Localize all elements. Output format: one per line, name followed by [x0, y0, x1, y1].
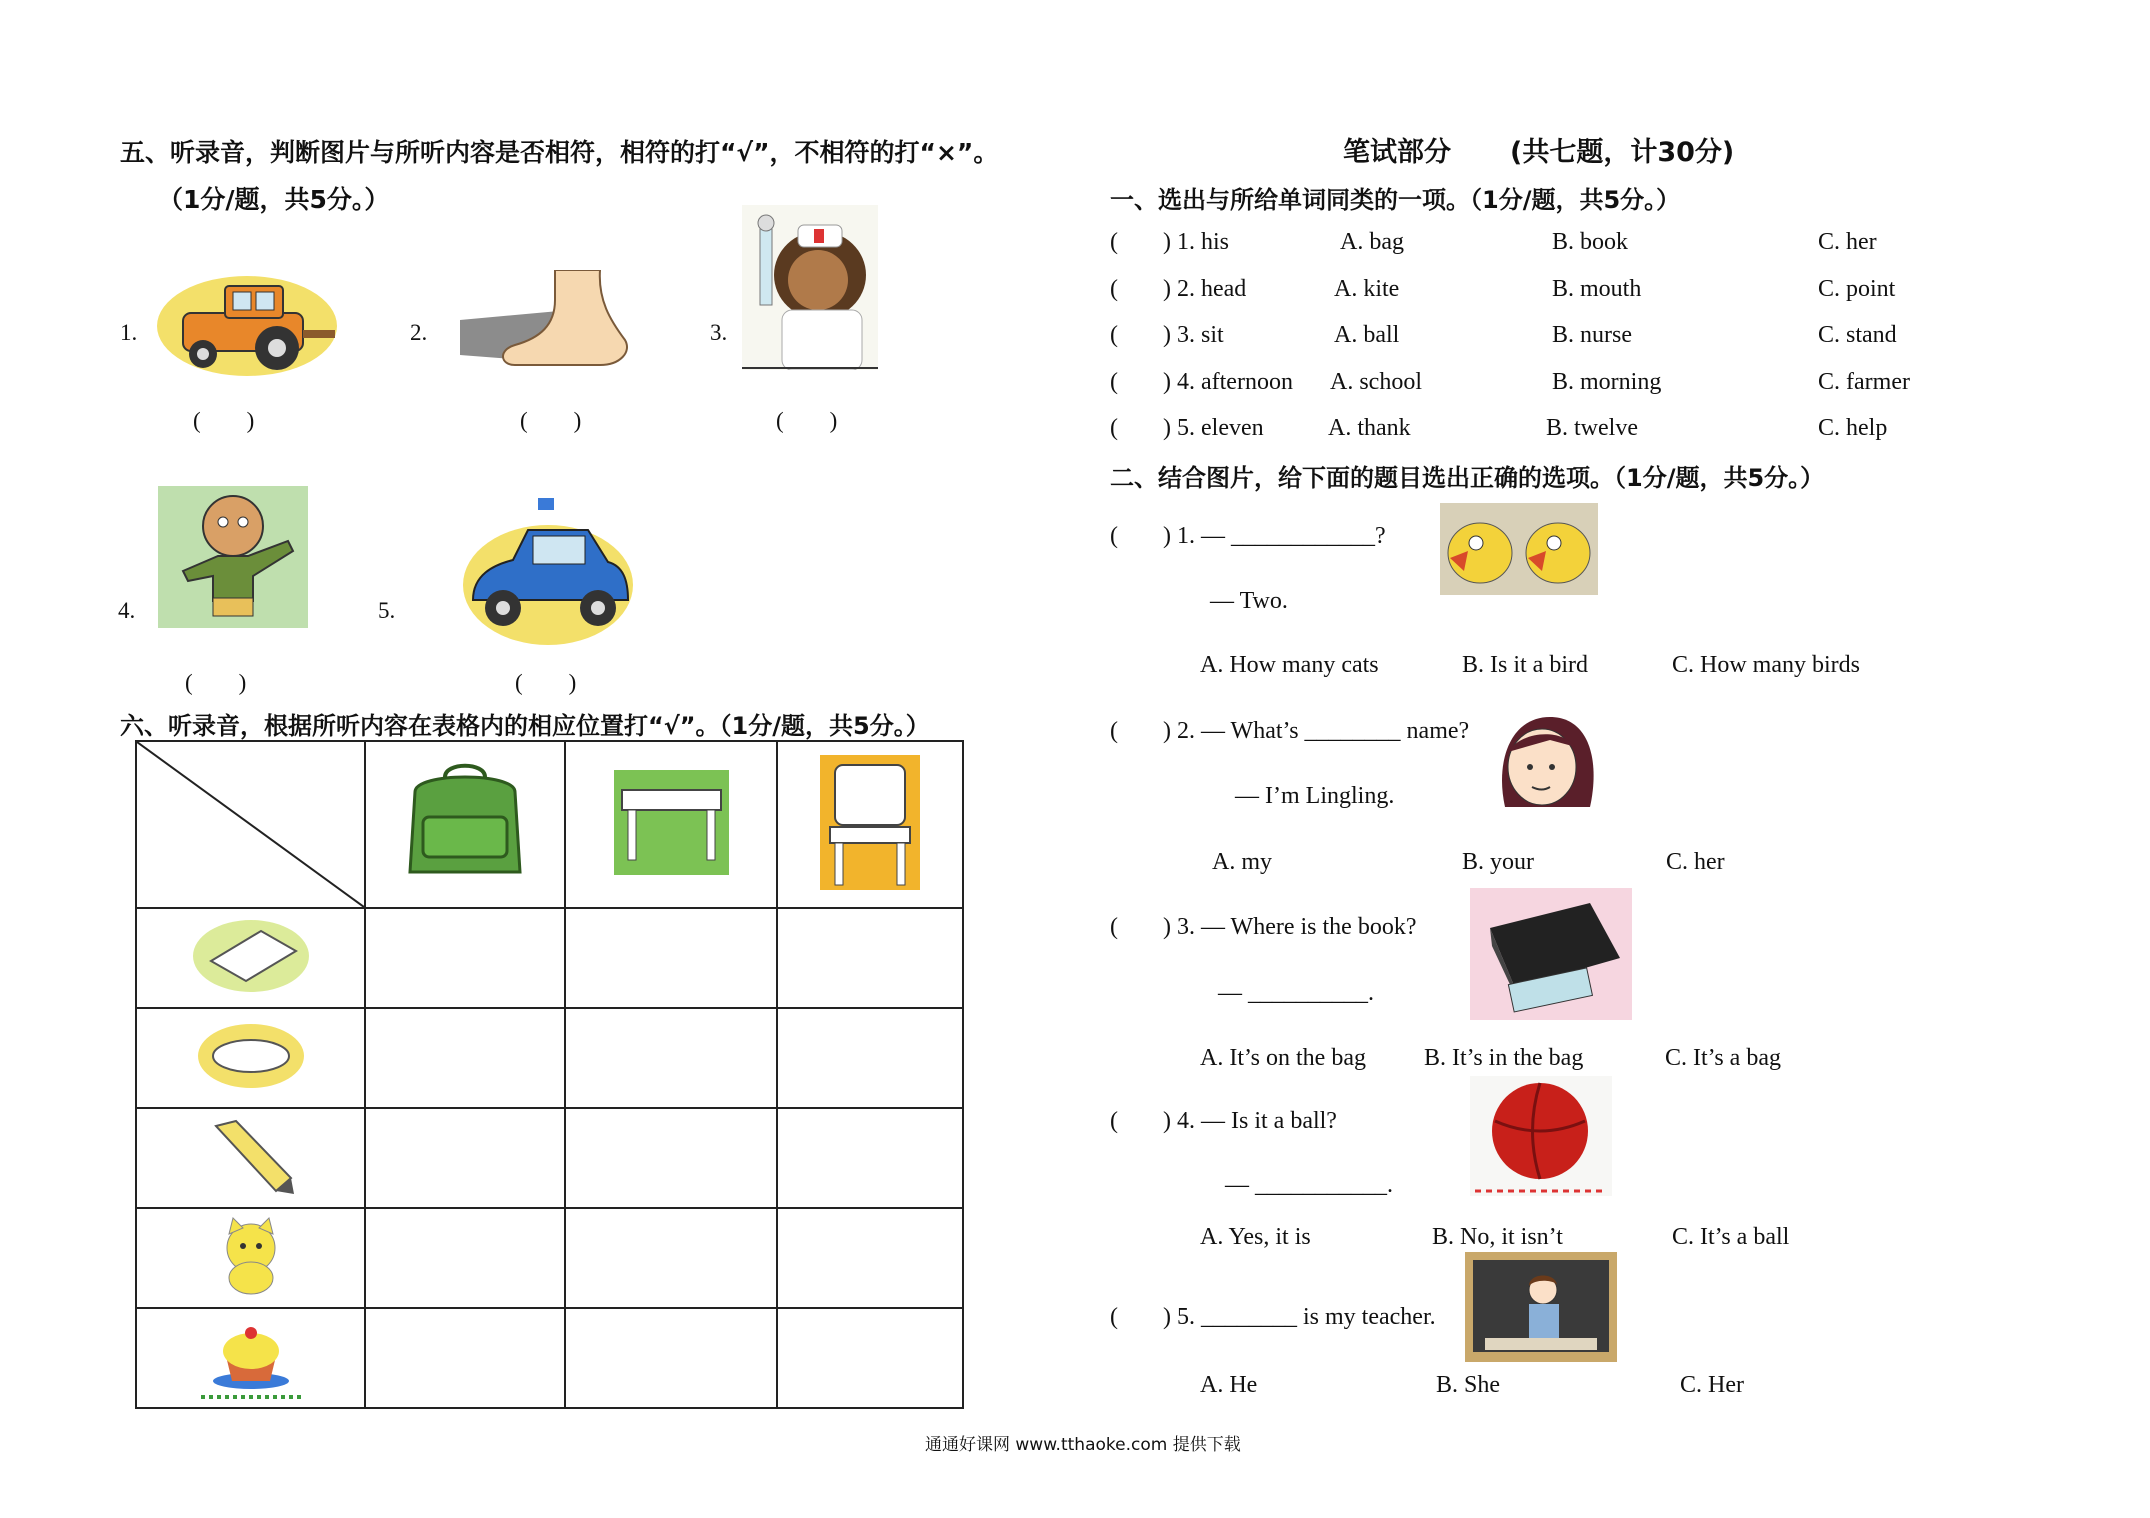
birds-image	[1440, 503, 1598, 595]
section5-subtitle: （1分/题，共5分。）	[158, 185, 390, 214]
desk-header-cell	[565, 741, 777, 908]
item-3-answer[interactable]: ( )	[776, 408, 838, 433]
q1-option-c: C. How many birds	[1672, 652, 1860, 678]
item-4-answer[interactable]: ( )	[185, 670, 247, 695]
cat-row-cell	[136, 1208, 365, 1308]
q5-option-a: A. He	[1200, 1372, 1258, 1398]
footer-text: 通通好课网 www.tthaoke.com 提供下载	[925, 1435, 1241, 1455]
option-a: A. ball	[1334, 322, 1400, 348]
corner-cell	[136, 741, 365, 908]
part1-title: 一、选出与所给单词同类的一项。（1分/题，共5分。）	[1110, 186, 1681, 214]
option-c: C. farmer	[1818, 369, 1910, 395]
item-1-answer[interactable]: ( )	[193, 408, 255, 433]
q4-option-b: B. No, it isn’t	[1432, 1224, 1563, 1250]
option-c: C. stand	[1818, 322, 1897, 348]
q5-option-c: C. Her	[1680, 1372, 1744, 1398]
question: ) 4. afternoon	[1163, 369, 1293, 395]
tractor-image	[155, 268, 340, 378]
written-section-subtitle: (共七题，计30分)	[1510, 137, 1735, 168]
cell-3-3[interactable]	[777, 1108, 963, 1208]
chair-header-cell	[777, 741, 963, 908]
pencil-row-cell	[136, 1108, 365, 1208]
book-row-cell	[136, 908, 365, 1008]
q4-reply: — ___________.	[1225, 1172, 1393, 1198]
option-b: B. morning	[1552, 369, 1662, 395]
answer-paren[interactable]: (	[1110, 276, 1118, 302]
q1-option-a: A. How many cats	[1200, 652, 1379, 678]
cell-1-1[interactable]	[365, 908, 565, 1008]
item-2-number: 2.	[410, 320, 428, 345]
bag-header-cell	[365, 741, 565, 908]
desk-icon	[614, 770, 729, 875]
q3-option-b: B. It’s in the bag	[1424, 1045, 1584, 1071]
eraser-icon	[196, 1021, 306, 1091]
q2-option-a: A. my	[1212, 849, 1272, 875]
option-c: C. her	[1818, 229, 1877, 255]
option-b: B. book	[1552, 229, 1629, 255]
q3-paren[interactable]: (	[1110, 914, 1118, 940]
schoolbag-icon	[395, 757, 535, 887]
item-1-number: 1.	[120, 320, 138, 345]
answer-paren[interactable]: (	[1110, 369, 1118, 395]
answer-paren[interactable]: (	[1110, 229, 1118, 255]
nurse-image	[742, 205, 878, 370]
question: ) 3. sit	[1163, 322, 1224, 348]
bag-book-image	[1470, 888, 1632, 1020]
q3-option-a: A. It’s on the bag	[1200, 1045, 1366, 1071]
option-a: A. school	[1330, 369, 1422, 395]
q1-question: ) 1. — ____________?	[1163, 523, 1386, 549]
cupcake-icon	[196, 1311, 306, 1401]
q1-reply: — Two.	[1210, 588, 1288, 614]
q3-option-c: C. It’s a bag	[1665, 1045, 1781, 1071]
answer-paren[interactable]: (	[1110, 415, 1118, 441]
listening-table	[135, 740, 964, 1409]
q2-option-b: B. your	[1462, 849, 1534, 875]
q2-reply: — I’m Lingling.	[1235, 783, 1395, 809]
q3-question: ) 3. — Where is the book?	[1163, 914, 1417, 940]
chair-icon	[820, 755, 920, 890]
cell-5-2[interactable]	[565, 1308, 777, 1408]
boy-image	[158, 486, 308, 628]
option-a: A. bag	[1340, 229, 1404, 255]
cell-3-2[interactable]	[565, 1108, 777, 1208]
cat-icon	[211, 1216, 291, 1296]
item-4-number: 4.	[118, 598, 136, 623]
written-section-title: 笔试部分	[1343, 137, 1451, 168]
item-2-answer[interactable]: ( )	[520, 408, 582, 433]
cell-2-2[interactable]	[565, 1008, 777, 1108]
book-icon	[191, 916, 311, 996]
teacher-image	[1465, 1252, 1617, 1362]
cell-4-1[interactable]	[365, 1208, 565, 1308]
pencil-icon	[206, 1116, 296, 1196]
option-b: B. nurse	[1552, 322, 1632, 348]
question: ) 5. eleven	[1163, 415, 1264, 441]
police-car-image	[458, 490, 633, 650]
q1-paren[interactable]: (	[1110, 523, 1118, 549]
q3-reply: — __________.	[1218, 980, 1374, 1006]
option-c: C. point	[1818, 276, 1896, 302]
q5-option-b: B. She	[1436, 1372, 1501, 1398]
item-5-number: 5.	[378, 598, 396, 623]
section5-title: 五、听录音，判断图片与所听内容是否相符，相符的打“√”，不相符的打“×”。	[120, 138, 999, 167]
section6-title: 六、听录音，根据所听内容在表格内的相应位置打“√”。（1分/题，共5分。）	[120, 712, 930, 740]
cell-2-3[interactable]	[777, 1008, 963, 1108]
q2-question: ) 2. — What’s ________ name?	[1163, 718, 1470, 744]
option-b: B. mouth	[1552, 276, 1642, 302]
question: ) 2. head	[1163, 276, 1247, 302]
q4-paren[interactable]: (	[1110, 1108, 1118, 1134]
item-5-answer[interactable]: ( )	[515, 670, 577, 695]
foot-image	[460, 270, 630, 375]
q2-paren[interactable]: (	[1110, 718, 1118, 744]
option-a: A. thank	[1328, 415, 1411, 441]
ball-image	[1470, 1076, 1612, 1196]
cell-1-3[interactable]	[777, 908, 963, 1008]
diagonal-line	[137, 742, 364, 907]
q1-option-b: B. Is it a bird	[1462, 652, 1588, 678]
cake-row-cell	[136, 1308, 365, 1408]
part2-title: 二、结合图片，给下面的题目选出正确的选项。（1分/题，共5分。）	[1110, 464, 1825, 492]
cell-4-2[interactable]	[565, 1208, 777, 1308]
cell-2-1[interactable]	[365, 1008, 565, 1108]
cell-5-3[interactable]	[777, 1308, 963, 1408]
q5-paren[interactable]: (	[1110, 1304, 1118, 1330]
option-a: A. kite	[1334, 276, 1400, 302]
cell-3-1[interactable]	[365, 1108, 565, 1208]
cell-4-3[interactable]	[777, 1208, 963, 1308]
girl-face-image	[1490, 712, 1602, 812]
q4-option-a: A. Yes, it is	[1200, 1224, 1311, 1250]
answer-paren[interactable]: (	[1110, 322, 1118, 348]
q4-option-c: C. It’s a ball	[1672, 1224, 1790, 1250]
cell-5-1[interactable]	[365, 1308, 565, 1408]
q4-question: ) 4. — Is it a ball?	[1163, 1108, 1337, 1134]
q2-option-c: C. her	[1666, 849, 1725, 875]
question: ) 1. his	[1163, 229, 1229, 255]
q5-question: ) 5. ________ is my teacher.	[1163, 1304, 1436, 1330]
cell-1-2[interactable]	[565, 908, 777, 1008]
option-b: B. twelve	[1546, 415, 1638, 441]
eraser-row-cell	[136, 1008, 365, 1108]
item-3-number: 3.	[710, 320, 728, 345]
option-c: C. help	[1818, 415, 1888, 441]
